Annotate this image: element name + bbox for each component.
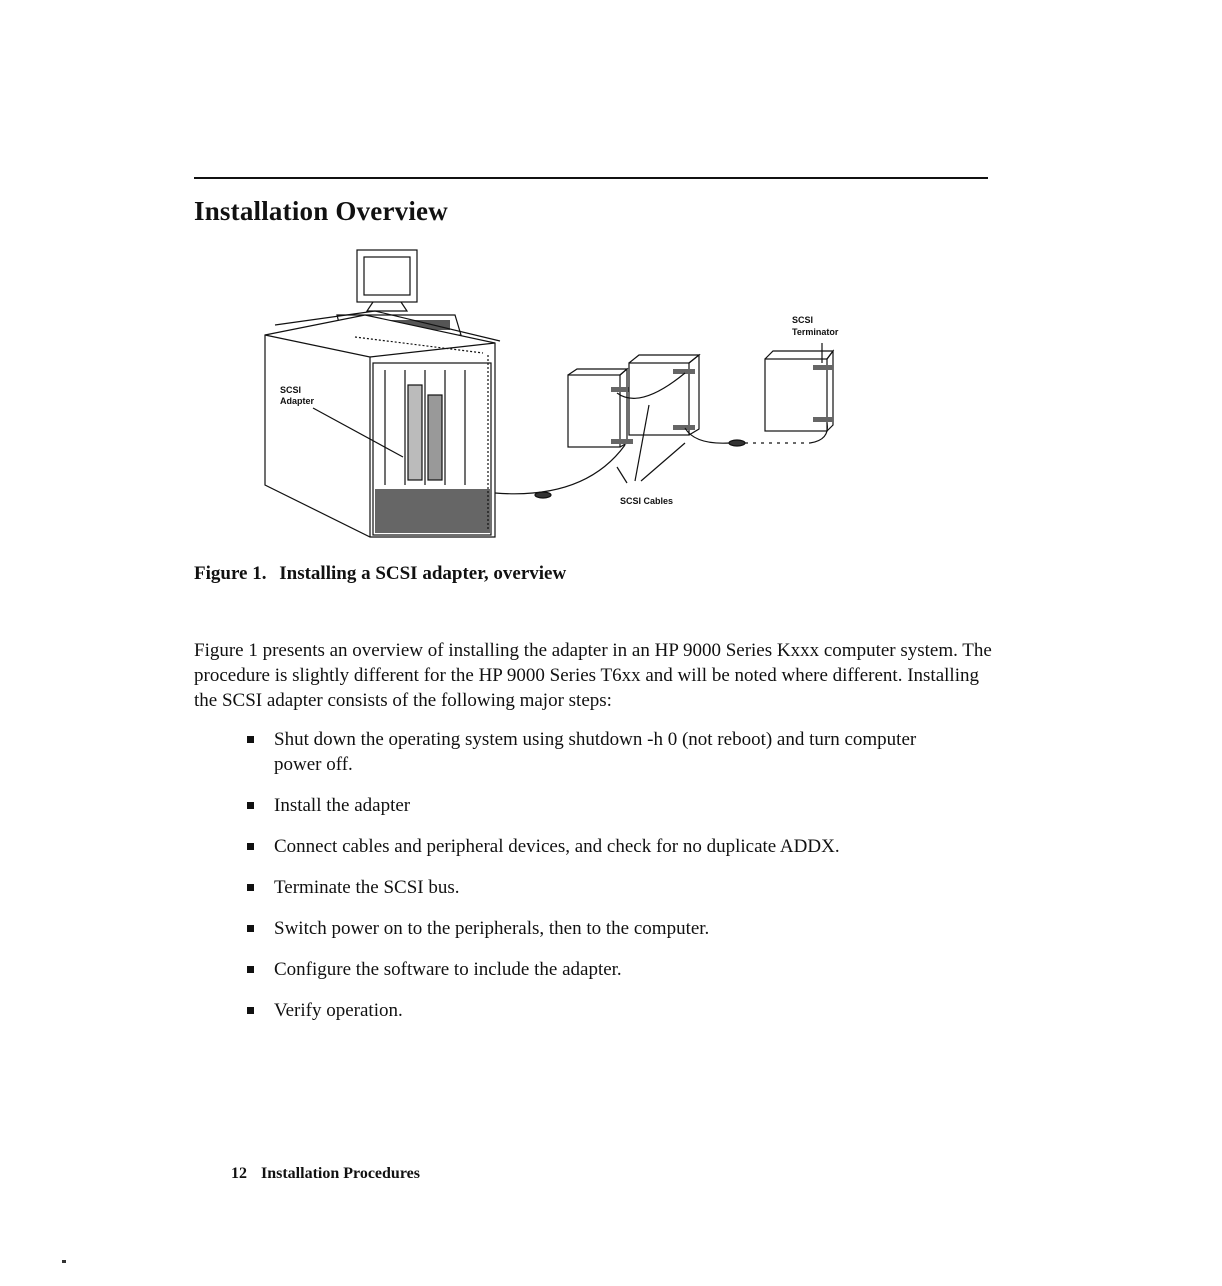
steps-list	[243, 727, 963, 1039]
figure-caption	[194, 563, 566, 585]
bullet-icon	[247, 966, 254, 973]
scsi-cables-label: SCSI Cables	[620, 496, 674, 506]
page-title: Installation Overview	[194, 196, 448, 226]
scsi-terminator-label-line2: Terminator	[792, 327, 839, 337]
intro-paragraph: Figure 1 presents an overview of installing the adapter in an HP 9000 Series Kxxx computer system. The procedure is slightly different for the HP 9000 Series T6xx and will be noted where different. Installing the SCSI adapter consists of the following major steps:	[194, 640, 992, 711]
list-item	[243, 998, 963, 1023]
footer-section-title: Installation Procedures	[261, 1165, 420, 1182]
peripheral-device-1	[568, 369, 633, 447]
scsi-terminator-label-line1: SCSI	[792, 315, 814, 325]
monitor-illustration	[357, 250, 417, 311]
bullet-icon	[247, 736, 254, 743]
page-footer	[231, 1165, 420, 1183]
peripheral-device-2	[629, 355, 699, 435]
terminated-device	[765, 351, 833, 431]
list-item	[243, 875, 963, 900]
step-text: Switch power on to the peripherals, then to the computer.	[274, 918, 710, 939]
list-item	[243, 916, 963, 941]
scsi-adapter-label-line2: Adapter	[280, 396, 315, 406]
computer-cabinet-illustration	[265, 311, 500, 537]
bullet-icon	[247, 802, 254, 809]
bullet-icon	[247, 925, 254, 932]
figure-caption-number: Figure 1.	[194, 563, 267, 584]
step-text: Verify operation.	[274, 1000, 403, 1021]
step-text: Install the adapter	[274, 795, 411, 816]
list-item	[243, 727, 963, 777]
header-rule	[194, 177, 988, 179]
list-item	[243, 834, 963, 859]
step-text: Shut down the operating system using shutdown -h 0 (not reboot) and turn computer power off.	[274, 729, 917, 775]
bullet-icon	[247, 843, 254, 850]
scsi-adapter-label-line1: SCSI	[280, 385, 302, 395]
step-text: Terminate the SCSI bus.	[274, 877, 460, 898]
list-item	[243, 793, 963, 818]
bullet-icon	[247, 884, 254, 891]
step-text: Connect cables and peripheral devices, and check for no duplicate ADDX.	[274, 836, 840, 857]
step-text: Configure the software to include the adapter.	[274, 959, 622, 980]
list-item	[243, 957, 963, 982]
figure-caption-text: Installing a SCSI adapter, overview	[279, 563, 567, 584]
bullet-icon	[247, 1007, 254, 1014]
scan-speck	[62, 1260, 66, 1263]
installation-figure	[255, 245, 855, 545]
figure-illustration	[255, 245, 855, 545]
page-number: 12	[231, 1165, 247, 1182]
